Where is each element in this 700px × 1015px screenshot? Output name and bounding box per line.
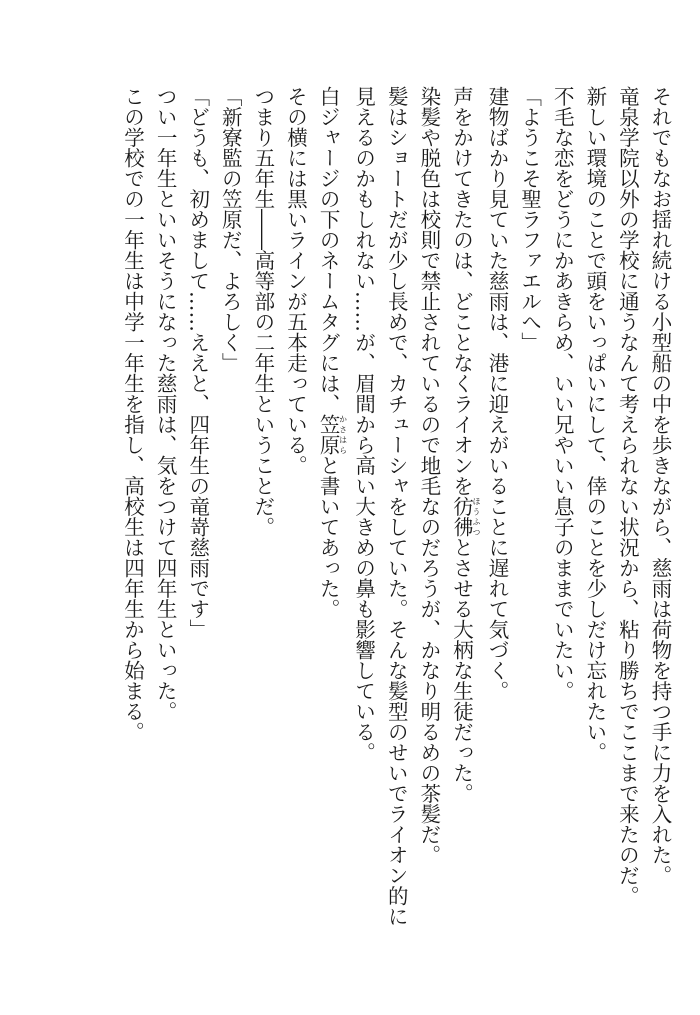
- text-line-11: 白ジャージの下のネームタグには、笠原かさはらと書いてあった。: [316, 86, 348, 619]
- text-line-12: その横には黒いラインが五本走っている。: [283, 86, 308, 476]
- ruby-houfutsu-reading: ほうふつ: [471, 496, 481, 537]
- text-line-1: それでもなお揺れ続ける小型船の中を歩きながら、慈雨は荷物を持つ手に力を入れた。: [648, 86, 672, 886]
- text-line-4: 不毛な恋をどうにかあきらめ、いい兄やいい息子のままでいたい。: [550, 86, 575, 701]
- text-line-7: 声をかけてきたのは、どことなくライオンを彷彿ほうふつとさせる大柄な生徒だった。: [449, 86, 481, 804]
- text-line-10: 見えるのかもしれない……が、眉間から高い大きめの鼻も影響している。: [351, 86, 376, 763]
- ruby-houfutsu: 彷彿ほうふつ: [449, 496, 481, 537]
- ruby-kasahara: 笠原かさはら: [316, 414, 348, 455]
- text-line-9: 髪はショートだが少し長めで、カチューシャをしていた。そんな髪型のせいでライオン的に: [384, 86, 409, 927]
- ruby-kasahara-reading: かさはら: [338, 414, 348, 455]
- text-line-8: 染髪や脱色は校則で禁止されているので地毛なのだろうが、かなり明るめの茶髪だ。: [416, 86, 441, 865]
- text-line-6: 建物ばかり見ていた慈雨は、港に迎えがいることに遅れて気づく。: [485, 86, 510, 701]
- text-line-3: 新しい環境のことで頭をいっぱいにして、倖のことを少しだけ忘れたい。: [582, 86, 607, 763]
- text-line-17: この学校での一年生は中学一年生を指し、高校生は四年生から始まる。: [120, 86, 145, 742]
- vertical-text-body: [116, 86, 676, 966]
- text-line-15: 「どうも、初めまして……ええと、四年生の竜嵜慈雨です」: [185, 86, 210, 640]
- text-line-16: つい一年生といいそうになった慈雨は、気をつけて四年生といった。: [153, 86, 178, 722]
- text-line-2: 竜泉学院以外の学校に通うなんて考えられない状況から、粘り勝ちでここまで来たのだ。: [615, 86, 640, 906]
- text-line-14: 「新寮監の笠原だ、よろしく」: [218, 86, 243, 373]
- text-line-5: 「ようこそ聖ラファエルへ」: [517, 86, 542, 353]
- text-line-13: つまり五年生――高等部の二年生ということだ。: [250, 86, 275, 537]
